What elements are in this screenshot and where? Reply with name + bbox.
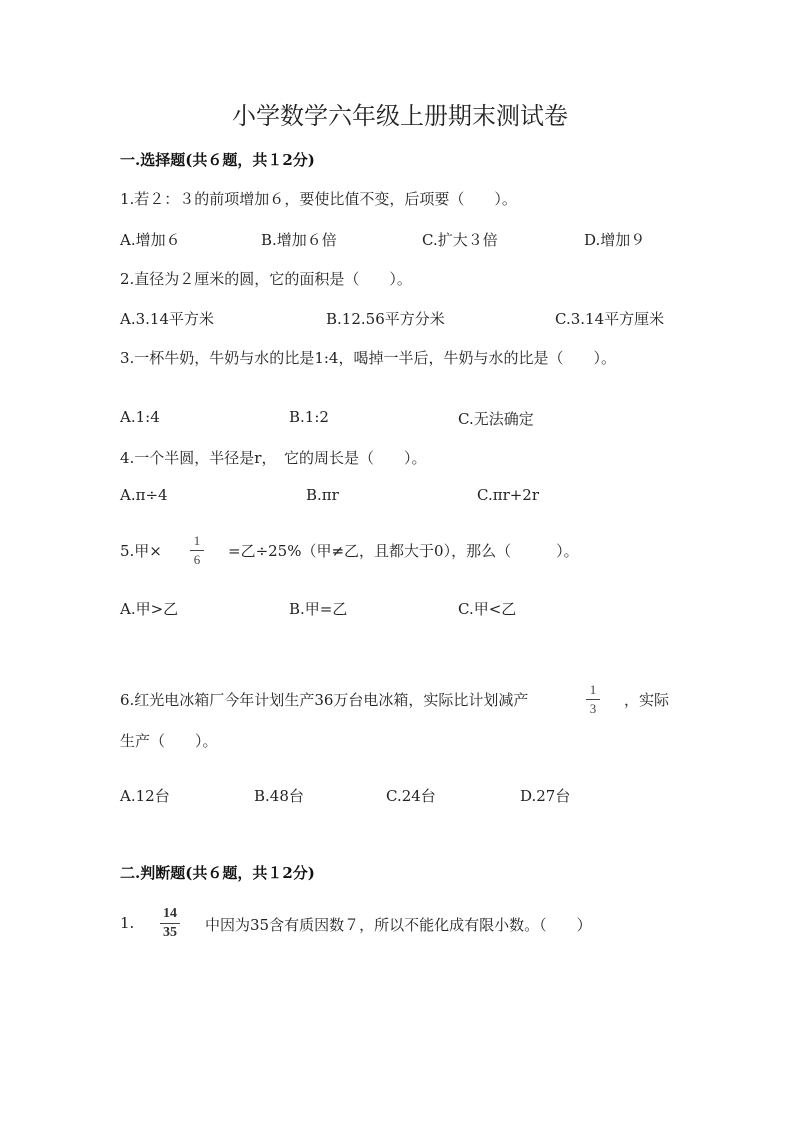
q4-option-b: B.πr	[306, 486, 339, 504]
q4-option-a: A.π÷4	[120, 486, 168, 504]
question-5-text-before: 5.甲×	[120, 542, 162, 560]
fraction-bar	[160, 923, 180, 924]
judgment-1-fraction	[160, 906, 180, 941]
q6-fraction	[586, 682, 600, 717]
q2-option-b: B.12.56平方分米	[326, 310, 445, 328]
section-heading-choice: 一.选择题(共６题，共１2分)	[120, 151, 315, 169]
q6-option-b: B.48台	[254, 787, 304, 805]
q5-fraction	[190, 533, 204, 568]
section-heading-judgment: 二.判断题(共６题，共１2分)	[120, 864, 315, 882]
question-1: 1.若２：３的前项增加６，要使比值不变，后项要（ ）。	[120, 190, 517, 208]
fraction-numerator: 1	[193, 533, 201, 548]
question-6-text-after: ，实际	[624, 691, 670, 709]
judgment-1-text: 中因为35含有质因数７，所以不能化成有限小数。（ ）	[205, 916, 592, 934]
q2-option-c: C.3.14平方厘米	[555, 310, 665, 328]
question-3: 3.一杯牛奶，牛奶与水的比是1:4，喝掉一半后，牛奶与水的比是（ ）。	[120, 349, 616, 367]
question-4: 4.一个半圆，半径是r， 它的周长是（ ）。	[120, 449, 427, 467]
q1-option-a: A.增加６	[120, 231, 181, 249]
q1-option-c: C.扩大３倍	[422, 231, 498, 249]
q3-option-a: A.1:4	[120, 408, 160, 426]
q3-option-b: B.1:2	[289, 408, 329, 426]
fraction-numerator: 14	[163, 906, 177, 921]
q6-option-c: C.24台	[386, 787, 436, 805]
fraction-numerator: 1	[589, 682, 597, 697]
q5-option-a: A.甲>乙	[120, 600, 179, 618]
q5-option-c: C.甲<乙	[458, 600, 517, 618]
q5-option-b: B.甲=乙	[289, 600, 348, 618]
fraction-bar	[190, 550, 204, 551]
fraction-bar	[586, 699, 600, 700]
q6-option-d: D.27台	[520, 787, 571, 805]
fraction-denominator: 35	[163, 925, 177, 940]
q1-option-b: B.增加６倍	[261, 231, 337, 249]
judgment-1-number: 1.	[120, 914, 135, 932]
fraction-denominator: 6	[193, 552, 201, 567]
question-6-text-before: 6.红光电冰箱厂今年计划生产36万台电冰箱，实际比计划减产	[120, 691, 529, 709]
page-title: 小学数学六年级上册期末测试卷	[232, 102, 568, 130]
q4-option-c: C.πr+2r	[477, 486, 540, 504]
fraction-denominator: 3	[589, 701, 597, 716]
q3-option-c: C.无法确定	[458, 410, 534, 428]
q1-option-d: D.增加９	[584, 231, 646, 249]
q2-option-a: A.3.14平方米	[120, 310, 214, 328]
question-6-text-line2: 生产（ ）。	[120, 732, 218, 750]
question-2: 2.直径为２厘米的圆，它的面积是（ ）。	[120, 270, 412, 288]
q6-option-a: A.12台	[120, 787, 170, 805]
question-5-text-after: =乙÷25%（甲≠乙，且都大于0），那么（ ）。	[228, 542, 579, 560]
